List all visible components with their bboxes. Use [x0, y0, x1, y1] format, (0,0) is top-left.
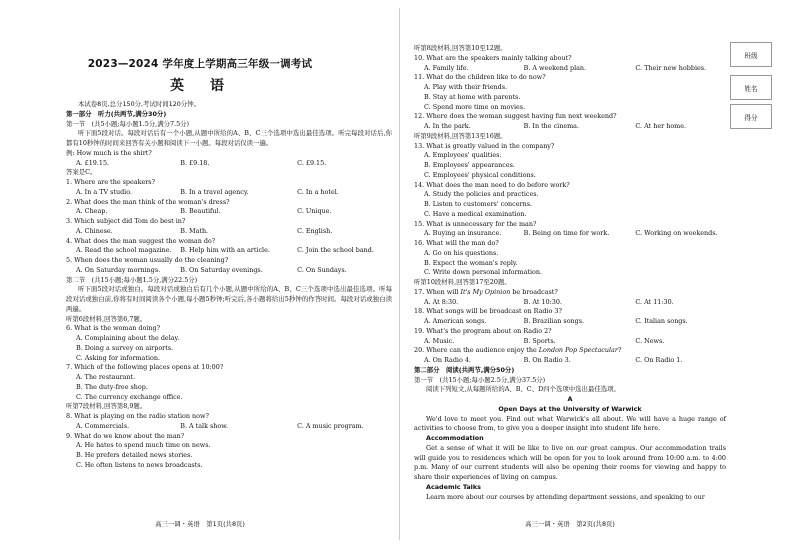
option-b: B. In a travel agency.	[180, 187, 249, 196]
program-title: It's My Opinion	[460, 287, 511, 296]
question-10: 10. What are the speakers mainly talking about?	[414, 53, 572, 62]
example-answer: 答案是C。	[66, 168, 97, 177]
question-17-tail: be broadcast?	[510, 287, 558, 296]
accommodation-heading: Accommodation	[426, 434, 484, 442]
option-c: C. Working on weekends.	[635, 229, 718, 238]
academic-talks-heading: Academic Talks	[426, 482, 481, 491]
example-options	[66, 159, 392, 169]
option-b: B. Expect the woman's reply.	[424, 258, 518, 267]
option-c: C. At 11:30.	[635, 297, 674, 306]
question-18: 18. What songs will be broadcast on Radio 3?	[414, 307, 562, 316]
page-1-content	[66, 100, 392, 471]
question-11: 11. What do the children like to do now?	[414, 73, 546, 82]
option-a: A. On Radio 4.	[424, 356, 471, 364]
option-b: B. Math.	[180, 226, 209, 235]
question-5: 5. When does the woman usually do the cleaning?	[66, 256, 229, 264]
option-c: C. News.	[635, 336, 665, 345]
question-16: 16. What will the man do?	[414, 239, 499, 247]
option-c: C. £9.15.	[297, 158, 327, 167]
option-b: B. On Saturday evenings.	[180, 265, 263, 274]
option-b: B. Help him with an article.	[180, 246, 270, 255]
option-b: B. Employees' appearances.	[424, 161, 515, 169]
exam-title: 2023—2024 学年度上学期高三年级一调考试	[87, 58, 313, 70]
name-field[interactable]	[730, 75, 772, 100]
option-a: A. In the park.	[424, 122, 471, 130]
question-17-lead: 17. When will	[414, 287, 461, 296]
program-title: London Pop Spectacular	[538, 346, 618, 355]
question-4: 4. What does the man suggest the woman do?	[66, 236, 216, 245]
option-c: C. Asking for information.	[76, 353, 160, 362]
score-field[interactable]	[730, 104, 772, 129]
question-3-options	[66, 227, 392, 237]
option-c: C. On Sundays.	[297, 265, 347, 274]
option-a: A. Go on his questions.	[424, 248, 499, 257]
question-5-options	[66, 266, 392, 276]
option-b: B. Stay at home with parents.	[424, 92, 521, 101]
reading-instructions: 阅读下列短文,从每题所给的A、B、C、D四个选项中选出最佳选项。	[426, 385, 620, 394]
page-1-footer: 高三一调・英语 第1页(共8页)	[155, 520, 245, 528]
option-b: B. A talk show.	[180, 421, 228, 430]
listen-prompt: 听第6段材料,回答第6,7题。	[66, 314, 147, 323]
option-a: A. Buying an insurance.	[424, 229, 502, 238]
question-2-options	[66, 207, 392, 217]
option-a: A. Chinese.	[76, 226, 113, 235]
option-b: B. Listen to customers' concerns.	[424, 200, 533, 208]
option-c: C. The currency exchange office.	[76, 392, 183, 401]
option-a: A. At 8:30.	[424, 297, 459, 306]
option-b: B. £9.18.	[180, 158, 210, 167]
question-14: 14. What does the man need to do before work?	[414, 180, 570, 189]
option-b: B. Doing a survey on airports.	[76, 343, 174, 352]
passage-title: Open Days at the University of Warwick	[498, 404, 642, 413]
example-question: 例: How much is the shirt?	[66, 148, 152, 157]
question-7: 7. Which of the following places opens at 10:00?	[66, 363, 224, 372]
question-19-options	[414, 337, 726, 347]
exam-note: 本试卷8页,总分150分,考试时间120分钟。	[78, 100, 200, 108]
question-17-options	[414, 298, 726, 308]
question-1-options	[66, 188, 392, 198]
passage-paragraph: We'd love to meet you. Find out what Warwick's all about. We will have a huge range of activities to choose from, to give you a deeper insight into student life here.	[414, 414, 726, 433]
section-2-instructions: 听下面5段对话或独白。每段对话或独白后有几个小题,从题中所给的A、B、C三个选项中选出最佳选项。听每段对话或独白前,你将有时间阅读各个小题,每小题5秒钟;听完后,各小题将给出5秒钟的作答时间。每段对话或独白读两遍。	[66, 285, 392, 313]
option-b: B. The duty-free shop.	[76, 382, 148, 391]
option-c: C. Unique.	[297, 207, 332, 216]
listen-prompt: 听第8段材料,回答第10至12题。	[414, 44, 507, 52]
option-b: B. Sports.	[523, 336, 556, 345]
option-c: C. At her home.	[635, 122, 687, 130]
page-2-footer: 高三一调・英语 第2页(共8页)	[525, 520, 615, 528]
option-a: A. Play with their friends.	[424, 83, 508, 91]
question-1: 1. Where are the speakers?	[66, 178, 156, 186]
option-a: A. Read the school magazine.	[76, 246, 172, 255]
option-c: C. English.	[297, 226, 333, 235]
question-13: 13. What is greatly valued in the company?	[414, 141, 555, 150]
option-a: A. The restaurant.	[76, 373, 136, 381]
question-8-options	[66, 422, 392, 432]
option-b: B. He prefers detailed news stories.	[76, 451, 193, 459]
option-c: C. Employees' physical conditions.	[424, 170, 536, 179]
subject-title: 英 语	[170, 78, 230, 94]
option-b: B. In the cinema.	[523, 122, 580, 130]
question-10-options	[414, 64, 726, 74]
option-a: A. Commercials.	[76, 421, 130, 430]
option-a: A. Employees' qualities.	[424, 151, 502, 160]
option-a: A. American songs.	[424, 317, 487, 325]
option-a: A. Cheap.	[76, 207, 108, 216]
option-a: A. He hates to spend much time on news.	[76, 441, 211, 450]
question-8: 8. What is playing on the radio station now?	[66, 412, 209, 420]
listen-prompt: 听第7段材料,回答第8,9题。	[66, 402, 147, 411]
question-6: 6. What is the woman doing?	[66, 324, 161, 333]
question-12-options	[414, 122, 726, 132]
question-15: 15. What is unnecessary for the man?	[414, 219, 537, 228]
question-20-tail: ?	[617, 346, 622, 355]
question-18-options	[414, 317, 726, 327]
part-2-title: 第二部分 阅读(共两节,满分50分)	[414, 365, 515, 374]
option-c: C. A music program.	[297, 421, 364, 430]
question-12: 12. Where does the woman suggest having fun next weekend?	[414, 112, 617, 121]
academic-talks-paragraph: Learn more about our courses by attending department sessions, and speaking to our	[426, 492, 705, 501]
option-c: C. Write down personal information.	[424, 268, 543, 277]
listen-prompt: 听第10段材料,回答第17至20题。	[414, 278, 511, 286]
question-4-options	[66, 246, 392, 256]
question-9: 9. What do we know about the man?	[66, 431, 185, 440]
class-field[interactable]	[730, 42, 772, 67]
accommodation-paragraph: Get a sense of what it will be like to live on our great campus. Our accommodation trails will guide you to residences which will be open for you to look around from 10:00 a.m. to 4:00 p.m. Many of our current students will also be opening their rooms for viewing and happy to share their experiences of living on campus.	[414, 443, 726, 481]
question-20-options	[414, 356, 726, 366]
question-3: 3. Which subject did Tom do best in?	[66, 217, 186, 225]
reading-section-1-title: 第一节 (共15小题;每小题2.5分,满分37.5分)	[414, 375, 546, 384]
option-b: B. Brazilian songs.	[523, 317, 585, 325]
option-b: B. At 10:30.	[523, 297, 562, 306]
question-2: 2. What does the man think of the woman's dress?	[66, 197, 230, 206]
option-b: B. On Radio 3.	[523, 356, 571, 364]
listen-prompt: 听第9段材料,回答第13至16题。	[414, 131, 507, 140]
question-17	[414, 288, 726, 298]
class-label: 班级	[744, 51, 758, 60]
option-c: C. Spend more time on movies.	[424, 102, 526, 111]
option-b: B. Beautiful.	[180, 207, 221, 216]
option-c: C. In a hotel.	[297, 187, 339, 196]
option-b: B. Being on time for work.	[523, 229, 610, 238]
passage-label: A	[567, 395, 573, 403]
page-2-content	[414, 44, 726, 502]
section-1-instructions: 听下面5段对话。每段对话后有一个小题,从题中所给的A、B、C三个选项中选出最佳选项。听完每段对话后,你都有10秒钟的时间来回答有关小题和阅读下一小题。每段对话仅读一遍。	[66, 129, 392, 147]
option-c: C. He often listens to news broadcasts.	[76, 460, 203, 469]
name-label: 姓名	[744, 84, 758, 93]
score-label: 得分	[744, 113, 758, 122]
option-a: A. Family life.	[424, 63, 469, 72]
option-c: C. Italian songs.	[635, 317, 688, 325]
option-a: A. Music.	[424, 336, 455, 345]
option-b: B. A weekend plan.	[523, 63, 587, 72]
section-2-title: 第二节 (共15小题;每小题1.5分,满分22.5分)	[66, 275, 198, 284]
option-c: C. On Radio 1.	[635, 356, 683, 364]
question-20-lead: 20. Where can the audience enjoy the	[414, 346, 539, 355]
question-15-options	[414, 229, 726, 239]
option-a: A. Complaining about the delay.	[76, 334, 180, 342]
part-1-title: 第一部分 听力(共两节,满分30分)	[66, 109, 167, 118]
option-a: A. On Saturday mornings.	[76, 265, 161, 274]
question-20	[414, 346, 726, 356]
section-1-title: 第一节 (共5小题;每小题1.5分,满分7.5分)	[66, 119, 190, 128]
option-a: A. £19.15.	[76, 158, 110, 167]
option-c: C. Have a medical examination.	[424, 209, 527, 218]
option-c: C. Their new hobbies.	[635, 63, 707, 72]
question-19: 19. What's the program about on Radio 2?	[414, 326, 552, 335]
option-c: C. Join the school band.	[297, 246, 374, 255]
option-a: A. In a TV studio.	[76, 187, 132, 196]
option-a: A. Study the policies and practices.	[424, 190, 539, 199]
